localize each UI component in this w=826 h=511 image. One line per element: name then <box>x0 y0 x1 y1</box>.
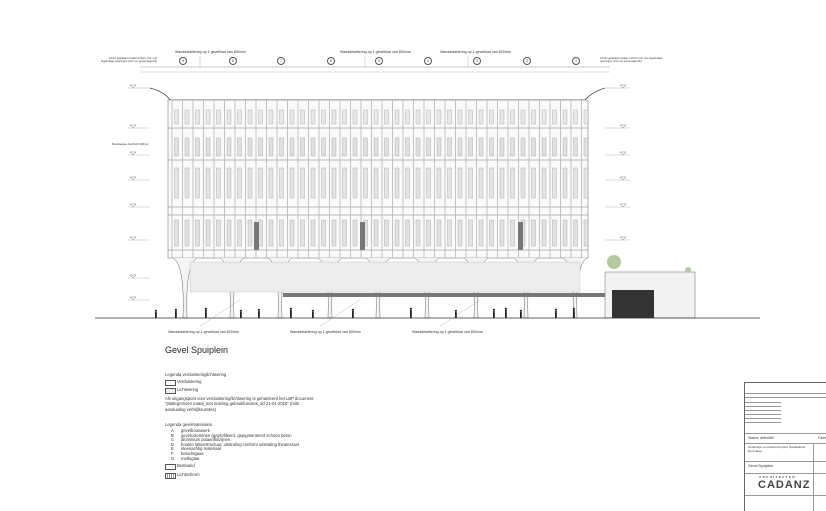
window <box>395 220 399 246</box>
level-marker-icon <box>130 125 136 128</box>
window <box>458 220 462 246</box>
window <box>196 110 200 124</box>
person-icon <box>455 312 457 318</box>
grid-bubble: 4 <box>424 57 432 65</box>
project-name: Onderwijs- en Cultuurcomplex Spuikwartier, Den Haag <box>748 445 807 453</box>
legend-item-verduistering: Verduistering <box>177 379 202 384</box>
top-annotation-3: Wanddetaillering op 1 gevelblad van 800mm <box>440 50 511 54</box>
window <box>248 138 252 156</box>
person-icon <box>573 310 575 318</box>
window <box>385 168 389 198</box>
window <box>322 168 326 198</box>
window <box>490 138 494 156</box>
window <box>574 168 578 198</box>
person-icon <box>175 311 177 318</box>
window <box>385 138 389 156</box>
window <box>322 110 326 124</box>
legend-heading-materials: Legenda gevelmaterialen <box>165 422 213 427</box>
window <box>227 220 231 246</box>
window <box>448 220 452 246</box>
window <box>175 168 179 198</box>
ground-glazing <box>190 262 580 292</box>
person-icon <box>352 311 354 318</box>
person-icon <box>352 309 354 311</box>
person-icon <box>555 309 557 311</box>
window <box>322 138 326 156</box>
person-icon <box>493 309 495 311</box>
window <box>248 220 252 246</box>
person-icon <box>312 310 314 312</box>
material-code: C <box>171 437 175 443</box>
window <box>458 110 462 124</box>
swatch-lichtscherm <box>165 473 176 479</box>
material-code: B <box>171 432 174 438</box>
bottom-annotation-2: Wanddetaillering op 1 gevelblad van 800mm <box>290 330 361 334</box>
window <box>364 110 368 124</box>
material-text: beluchtgaas <box>181 451 204 456</box>
window <box>458 168 462 198</box>
window <box>532 220 536 246</box>
person-icon <box>555 311 557 318</box>
grid-bubble: 6 <box>327 57 335 65</box>
window <box>332 110 336 124</box>
window <box>206 110 210 124</box>
window <box>217 168 221 198</box>
window <box>311 110 315 124</box>
person-icon <box>573 308 575 310</box>
legend-heading-shading: Legenda verduisteringlichtwering <box>165 372 227 377</box>
material-code: A <box>171 428 174 433</box>
legend-note: Als uitgangspunt voor verduistering/lichtwering is gehanteerd het LBP document "plattegronden totaal_met indeling gebruikfuncties_dd 21-01-2016" (mits aanduiding verblijfsruimtes) <box>165 396 314 412</box>
window <box>542 110 546 124</box>
window <box>206 220 210 246</box>
left-screen-note: schuin geplaatst metalen scherm incl. met regelmatige openingen (vorm en percentage tbk) <box>100 57 157 64</box>
window <box>448 138 452 156</box>
person-icon <box>410 308 412 310</box>
level-marker-icon <box>130 85 136 88</box>
window <box>542 168 546 198</box>
level-marker-icon <box>620 237 626 240</box>
person-icon <box>240 312 242 318</box>
window <box>521 110 525 124</box>
window <box>311 220 315 246</box>
person-icon <box>410 310 412 318</box>
level-marker-icon <box>620 177 626 180</box>
window <box>353 220 357 246</box>
window <box>542 220 546 246</box>
window <box>301 110 305 124</box>
window <box>322 220 326 246</box>
garage-door <box>612 290 654 318</box>
window <box>280 110 284 124</box>
titleblock-drawing-name: Gevel Spuiplein <box>748 464 774 468</box>
window <box>185 110 189 124</box>
window <box>532 168 536 198</box>
grid-bubble: 8 <box>229 57 237 65</box>
swatch-lichtwering <box>165 388 176 394</box>
window <box>301 168 305 198</box>
window <box>563 220 567 246</box>
person-icon <box>205 310 207 318</box>
dark-panel <box>360 222 365 250</box>
window <box>217 138 221 156</box>
material-text: gevelbouwwerk <box>181 428 210 433</box>
side-label: Meerlaagse doorzicht 900mm <box>112 142 149 146</box>
person-icon <box>520 310 522 312</box>
window <box>374 220 378 246</box>
window <box>280 168 284 198</box>
material-code: E <box>171 446 174 452</box>
legend-item-lichtscherm: Lichtscherm <box>177 472 200 477</box>
window <box>511 138 515 156</box>
window <box>364 138 368 156</box>
level-marker-icon <box>620 125 626 128</box>
window <box>311 168 315 198</box>
window <box>416 168 420 198</box>
window <box>469 110 473 124</box>
window <box>290 220 294 246</box>
window <box>217 110 221 124</box>
window <box>175 138 179 156</box>
window <box>301 138 305 156</box>
right-screen-note: schuin geplaatst metalen scherm incl. met regelmatige openingen (vorm en percentage tbk) <box>600 57 663 64</box>
window <box>532 110 536 124</box>
window <box>332 138 336 156</box>
window <box>374 110 378 124</box>
window <box>227 168 231 198</box>
window <box>248 110 252 124</box>
window <box>280 138 284 156</box>
top-annotation-1: Wanddetaillering op 1 gevelblad van 800mm <box>175 50 246 54</box>
window <box>238 168 242 198</box>
window <box>343 168 347 198</box>
bottom-annotation-1: Wanddetaillering op 1 gevelblad van 800mm <box>168 330 239 334</box>
window <box>469 168 473 198</box>
window <box>500 220 504 246</box>
grid-bubble: 2 <box>523 57 531 65</box>
grid-bubble: 3 <box>473 57 481 65</box>
level-marker-icon <box>130 237 136 240</box>
person-icon <box>258 311 260 318</box>
material-code: D <box>171 441 175 447</box>
window <box>364 168 368 198</box>
tree-icon <box>685 267 691 273</box>
window <box>269 110 273 124</box>
window <box>343 138 347 156</box>
person-icon <box>155 310 157 312</box>
window <box>490 168 494 198</box>
window <box>553 168 557 198</box>
person-icon <box>290 308 292 310</box>
window <box>185 168 189 198</box>
window <box>437 168 441 198</box>
window <box>584 168 588 198</box>
window <box>227 110 231 124</box>
grid-bubble: 9 <box>179 57 187 65</box>
level-marker-icon <box>130 177 136 180</box>
window <box>290 138 294 156</box>
window <box>427 220 431 246</box>
window <box>248 168 252 198</box>
window <box>406 220 410 246</box>
person-icon <box>505 308 507 310</box>
person-icon <box>505 310 507 318</box>
grid-bubble: 5 <box>375 57 383 65</box>
window <box>511 168 515 198</box>
window <box>574 138 578 156</box>
window <box>521 138 525 156</box>
level-marker-icon <box>620 152 626 155</box>
window <box>416 138 420 156</box>
material-text: metlugtaa <box>181 455 200 461</box>
material-text: steenachtig materiaal <box>181 446 221 452</box>
window <box>427 110 431 124</box>
window <box>269 138 273 156</box>
level-marker-icon <box>620 85 626 88</box>
drawing-title: Gevel Spuiplein <box>165 345 229 355</box>
person-icon <box>205 308 207 310</box>
window <box>553 220 557 246</box>
window <box>416 220 420 246</box>
material-text: houten lattenstructuur, uitstraling conform uitstraling theaterzaal <box>181 441 299 447</box>
person-icon <box>455 310 457 312</box>
window <box>332 220 336 246</box>
window <box>175 220 179 246</box>
window <box>490 110 494 124</box>
material-text: gevelcolommen (geprofileerd, gepigmenteerd schoon beton <box>181 432 292 438</box>
dark-panel <box>254 222 259 250</box>
window <box>469 138 473 156</box>
window <box>469 220 473 246</box>
person-icon <box>290 310 292 318</box>
person-icon <box>520 312 522 318</box>
window <box>563 168 567 198</box>
window <box>500 138 504 156</box>
window <box>437 220 441 246</box>
window <box>175 110 179 124</box>
window <box>353 110 357 124</box>
person-icon <box>312 312 314 318</box>
window <box>196 168 200 198</box>
level-marker-icon <box>130 275 136 278</box>
window <box>500 110 504 124</box>
window <box>185 138 189 156</box>
window <box>290 168 294 198</box>
window <box>259 168 263 198</box>
window <box>427 168 431 198</box>
person-icon <box>493 311 495 318</box>
level-marker-icon <box>130 204 136 207</box>
firm-logo-small: ARCHITECTEN <box>759 475 796 479</box>
window <box>332 168 336 198</box>
window <box>563 110 567 124</box>
window <box>542 138 546 156</box>
material-code: F <box>171 451 174 456</box>
window <box>269 220 273 246</box>
window <box>353 168 357 198</box>
window <box>259 138 263 156</box>
window <box>238 220 242 246</box>
level-marker-icon <box>130 297 136 300</box>
level-marker-icon <box>130 152 136 155</box>
window <box>406 138 410 156</box>
window <box>574 110 578 124</box>
person-icon <box>258 309 260 311</box>
window <box>290 110 294 124</box>
window <box>185 220 189 246</box>
window <box>406 168 410 198</box>
window <box>574 220 578 246</box>
window <box>206 138 210 156</box>
tree-icon <box>607 255 621 269</box>
window <box>217 220 221 246</box>
window <box>553 138 557 156</box>
window <box>269 168 273 198</box>
window <box>259 220 263 246</box>
window <box>490 220 494 246</box>
window <box>479 168 483 198</box>
window <box>416 110 420 124</box>
window <box>238 110 242 124</box>
swatch-verduistering <box>165 380 176 386</box>
window <box>479 220 483 246</box>
window <box>511 110 515 124</box>
status-label: Status: definitief <box>748 436 774 440</box>
window <box>385 220 389 246</box>
window <box>406 110 410 124</box>
window <box>238 138 242 156</box>
window <box>437 138 441 156</box>
window <box>374 168 378 198</box>
window <box>479 110 483 124</box>
roof-edge <box>150 88 605 100</box>
window <box>353 138 357 156</box>
leader-line <box>320 300 360 326</box>
window <box>311 138 315 156</box>
window <box>259 110 263 124</box>
window <box>563 138 567 156</box>
facade-elevation <box>95 56 760 326</box>
window <box>458 138 462 156</box>
legend-item-bestaand: Bestaand <box>177 463 195 468</box>
window <box>584 220 588 246</box>
firm-logo: CADANZ <box>758 479 811 491</box>
window <box>532 138 536 156</box>
phase-label: Fase <box>818 436 826 440</box>
window <box>511 220 515 246</box>
window <box>343 220 347 246</box>
window <box>448 168 452 198</box>
window <box>437 110 441 124</box>
window <box>395 110 399 124</box>
canopy-band <box>283 293 605 297</box>
window <box>196 138 200 156</box>
window <box>448 110 452 124</box>
top-annotation-2: Wanddetaillering op 1 gevelblad van 800mm <box>340 50 411 54</box>
person-icon <box>175 309 177 311</box>
window <box>343 110 347 124</box>
person-icon <box>240 310 242 312</box>
window <box>227 138 231 156</box>
title-block <box>744 382 826 511</box>
window <box>479 138 483 156</box>
window <box>584 138 588 156</box>
window <box>500 168 504 198</box>
window <box>395 168 399 198</box>
window <box>385 110 389 124</box>
window <box>553 110 557 124</box>
window <box>395 138 399 156</box>
material-code: G <box>171 455 175 461</box>
window <box>206 168 210 198</box>
window <box>374 138 378 156</box>
bottom-annotation-3: Wanddetaillering op 1 gevelblad van 800mm <box>412 330 483 334</box>
legend-item-lichtwering: Lichtwering <box>177 387 199 392</box>
person-icon <box>155 312 157 318</box>
swatch-bestaand <box>165 464 176 470</box>
dark-panel <box>518 222 523 250</box>
grid-bubble: 7 <box>277 57 285 65</box>
grid-bubble: 1 <box>572 57 580 65</box>
level-marker-icon <box>620 204 626 207</box>
window <box>427 138 431 156</box>
window <box>521 168 525 198</box>
window <box>280 220 284 246</box>
window <box>584 110 588 124</box>
window <box>301 220 305 246</box>
material-text: aluminium puiaanfluizijnen <box>181 437 231 443</box>
window <box>196 220 200 246</box>
